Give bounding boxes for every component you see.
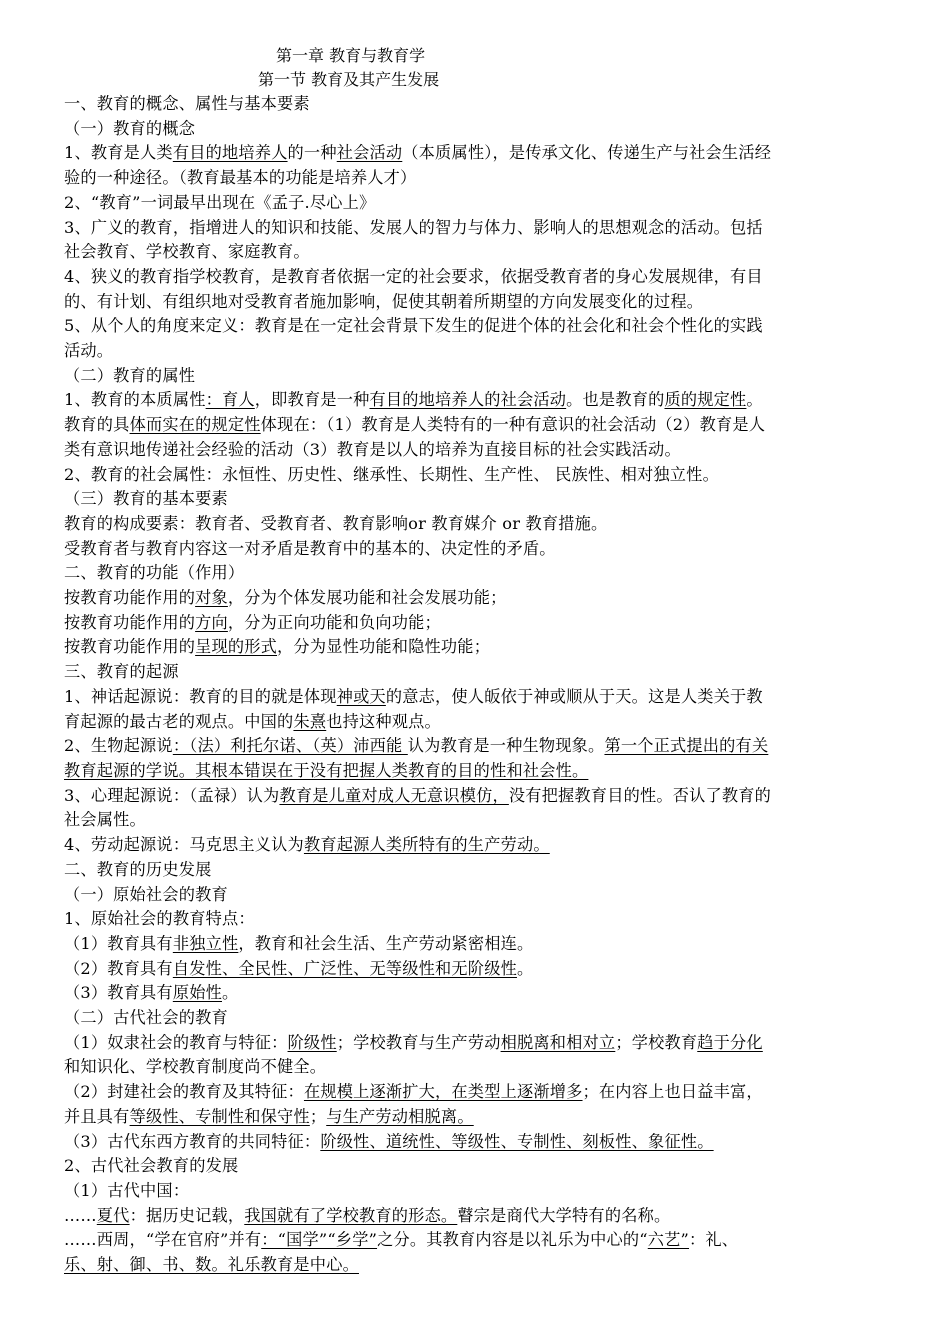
text-segment: （三）教育的基本要素 xyxy=(64,489,228,509)
text-line xyxy=(64,1228,886,1253)
text-segment: 5、从个人的角度来定义：教育是在一定社会背景下发生的促进个体的社会化和社会个性化的实践 xyxy=(64,316,763,336)
underlined-text: 第一个正式提出的有关 xyxy=(604,736,769,756)
text-segment: 二、教育的历史发展 xyxy=(64,859,212,879)
text-segment: 4、狭义的教育指学校教育，是教育者依据一定的社会要求，依据受教育者的身心发展规律，有目 xyxy=(64,266,763,286)
text-line xyxy=(64,981,886,1006)
text-segment: （3）教育具有 xyxy=(64,983,173,1003)
underlined-text: 教育起源人类所特有的生产劳动。 xyxy=(303,835,550,855)
text-line xyxy=(64,611,886,636)
text-segment: 1、教育的本质属性 xyxy=(64,390,206,410)
text-line xyxy=(64,759,886,784)
underlined-text: 教育是儿童对成人无意识模仿， xyxy=(279,785,509,805)
text-line xyxy=(64,265,886,290)
underlined-text: 质的规定性 xyxy=(664,390,747,410)
text-segment: （二）古代社会的教育 xyxy=(64,1008,228,1028)
text-line xyxy=(64,710,886,735)
underlined-text: 有目的地培养人的社会活动 xyxy=(369,390,567,410)
text-segment: 1、原始社会的教育特点： xyxy=(64,909,255,929)
text-line xyxy=(64,833,886,858)
underlined-text: 乐、射、御、书、数。礼乐教育是中心。 xyxy=(64,1255,359,1275)
text-line xyxy=(64,1055,886,1080)
text-segment: 育起源的最古老的观点。中国的 xyxy=(64,711,294,731)
text-line xyxy=(64,1006,886,1031)
text-segment: 的一种 xyxy=(287,143,337,163)
underlined-text: 我国就有了学校教育的形态。 xyxy=(244,1205,458,1225)
text-line xyxy=(64,1080,886,1105)
underlined-text: ：育人 xyxy=(205,390,255,410)
text-line xyxy=(64,537,886,562)
underlined-text: 相脱离和相对立 xyxy=(500,1032,616,1052)
text-segment: 之分。其教育内容是以礼乐为中心的“ xyxy=(377,1230,648,1250)
text-segment: （一）原始社会的教育 xyxy=(64,884,228,904)
underlined-text: 自发性、全民性、广泛性、无等级性和无阶级性 xyxy=(172,958,517,978)
underlined-text: ：“国学”“乡学” xyxy=(261,1230,378,1250)
text-segment: 教育的具 xyxy=(64,415,130,435)
text-segment: ； xyxy=(309,1106,327,1126)
text-segment: （二）教育的属性 xyxy=(64,365,196,385)
text-segment: 2、生物起源说 xyxy=(64,736,173,756)
text-segment: 二、教育的功能（作用） xyxy=(64,563,245,583)
text-line xyxy=(64,1204,886,1229)
text-line xyxy=(64,166,886,191)
underlined-text: ：（法）利托尔诺、（英）沛西能 xyxy=(172,736,408,756)
text-line xyxy=(64,883,886,908)
text-line xyxy=(64,808,886,833)
text-segment: 和知识化、学校教育制度尚不健全。 xyxy=(64,1057,327,1077)
text-segment: （本质属性），是传承文化、传递生产与社会生活经 xyxy=(402,143,772,163)
text-line xyxy=(64,92,886,117)
text-line xyxy=(64,1253,886,1278)
text-line xyxy=(64,1130,886,1155)
chapter-title: 第一章 教育与教育学 xyxy=(276,46,426,65)
text-segment: （2）封建社会的教育及其特征： xyxy=(64,1082,304,1102)
text-line xyxy=(64,216,886,241)
text-segment: 按教育功能作用的 xyxy=(64,612,196,632)
underlined-text: 与生产劳动相脱离。 xyxy=(326,1106,474,1126)
text-segment: …… xyxy=(64,1205,97,1225)
text-segment: 认为教育是一种生物现象。 xyxy=(407,736,605,756)
text-segment: 社会教育、学校教育、家庭教育。 xyxy=(64,242,310,262)
underlined-text: 六艺” xyxy=(647,1230,690,1250)
text-line xyxy=(64,586,886,611)
text-segment: 并且具有 xyxy=(64,1106,130,1126)
text-line xyxy=(64,364,886,389)
text-line xyxy=(64,1031,886,1056)
text-segment: 。 xyxy=(746,390,763,410)
text-segment: 1、神话起源说：教育的目的就是体现 xyxy=(64,686,337,706)
underlined-text: 朱熹 xyxy=(293,711,327,731)
text-segment: ，分为显性功能和隐性功能； xyxy=(277,637,491,657)
text-segment: ，分为个体发展功能和社会发展功能； xyxy=(227,588,507,608)
text-segment: 4、劳动起源说：马克思主义认为 xyxy=(64,835,304,855)
text-line xyxy=(64,413,886,438)
text-line xyxy=(64,957,886,982)
underlined-text: 原始性 xyxy=(172,983,222,1003)
text-line xyxy=(64,290,886,315)
text-segment: 。 xyxy=(222,983,239,1003)
text-segment: 2、“教育”一词最早出现在《孟子.尽心上》 xyxy=(64,192,376,212)
text-segment: 类有意识地传递社会经验的活动（3）教育是以人的培养为直接目标的社会实践活动。 xyxy=(64,439,681,459)
text-line xyxy=(64,1105,886,1130)
text-segment: 2、教育的社会属性：永恒性、历史性、继承性、长期性、生产性、 民族性、相对独立性。 xyxy=(64,464,719,484)
text-line xyxy=(64,314,886,339)
text-line xyxy=(64,141,886,166)
text-segment: 按教育功能作用的 xyxy=(64,588,196,608)
text-segment: ；在内容上也日益丰富， xyxy=(582,1082,763,1102)
text-segment: 2、古代社会教育的发展 xyxy=(64,1156,239,1176)
text-line xyxy=(64,907,886,932)
text-segment: 三、教育的起源 xyxy=(64,662,179,682)
text-line xyxy=(64,191,886,216)
text-segment: （2）教育具有 xyxy=(64,958,173,978)
text-line xyxy=(64,438,886,463)
text-line xyxy=(64,487,886,512)
underlined-text: 等级性、专制性和保守性 xyxy=(129,1106,310,1126)
text-line xyxy=(64,784,886,809)
text-segment: 活动。 xyxy=(64,341,114,361)
underlined-text: 方向 xyxy=(195,612,228,632)
text-segment: 的意志，使人皈依于神或顺从于天。这是人类关于教 xyxy=(385,686,763,706)
text-segment: 社会属性。 xyxy=(64,810,146,830)
document-body xyxy=(64,92,886,1278)
underlined-text: 阶级性 xyxy=(287,1032,337,1052)
text-segment: （3）古代东西方教育的共同特征： xyxy=(64,1131,321,1151)
underlined-text: 非独立性 xyxy=(172,933,239,953)
text-segment: （1）古代中国： xyxy=(64,1180,190,1200)
underlined-text: 呈现的形式 xyxy=(195,637,278,657)
text-segment: 。也是教育的 xyxy=(566,390,665,410)
text-line xyxy=(64,685,886,710)
text-segment: （1）奴隶社会的教育与特征： xyxy=(64,1032,288,1052)
text-line xyxy=(64,512,886,537)
text-segment: 3、心理起源说：（孟禄）认为 xyxy=(64,785,280,805)
document-page xyxy=(64,44,886,1278)
text-segment: 教育的构成要素：教育者、受教育者、教育影响or 教育媒介 or 教育措施。 xyxy=(64,513,608,533)
underlined-text: 趋于分化 xyxy=(697,1032,763,1052)
text-line xyxy=(64,117,886,142)
text-line xyxy=(64,463,886,488)
text-segment: ，分为正向功能和负向功能； xyxy=(227,612,441,632)
section-title: 第一节 教育及其产生发展 xyxy=(258,70,440,89)
text-segment: ；学校教育 xyxy=(615,1032,698,1052)
underlined-text: 有目的地培养人 xyxy=(172,143,288,163)
underlined-text: 教育起源的学说。其根本错误在于没有把握人类教育的目的性和社会性。 xyxy=(64,760,589,780)
text-line xyxy=(64,240,886,265)
text-line xyxy=(64,388,886,413)
text-segment: 没有把握教育目的性。否认了教育的 xyxy=(508,785,772,805)
text-line xyxy=(64,734,886,759)
text-line xyxy=(64,1179,886,1204)
text-line xyxy=(64,339,886,364)
text-segment: （一）教育的概念 xyxy=(64,118,196,138)
text-line xyxy=(64,858,886,883)
text-segment: 。 xyxy=(516,958,534,978)
text-segment: ，教育和社会生活、生产劳动紧密相连。 xyxy=(238,933,534,953)
text-segment: 瞽宗是商代大学特有的名称。 xyxy=(457,1205,671,1225)
text-line xyxy=(64,1154,886,1179)
underlined-text: 阶级性、道统性、等级性、专制性、刻板性、象征性。 xyxy=(320,1131,714,1151)
text-segment: 按教育功能作用的 xyxy=(64,637,196,657)
text-segment: ，即教育是一种 xyxy=(254,390,370,410)
text-segment: 的、有计划、有组织地对受教育者施加影响，促使其朝着所期望的方向发展变化的过程。 xyxy=(64,291,704,311)
text-segment: 3、广义的教育，指增进人的知识和技能、发展人的智力与体力、影响人的思想观念的活动。包括 xyxy=(64,217,763,237)
underlined-text: 夏代 xyxy=(96,1205,130,1225)
text-line xyxy=(64,660,886,685)
underlined-text: 在规模上逐渐扩大，在类型上逐渐增多 xyxy=(303,1082,583,1102)
text-segment: 体现在：（1）教育是人类特有的一种有意识的社会活动（2）教育是人 xyxy=(260,415,766,435)
text-segment: 也持这种观点。 xyxy=(326,711,441,731)
text-segment: （1）教育具有 xyxy=(64,933,173,953)
text-segment: 受教育者与教育内容这一对矛盾是教育中的基本的、决定性的矛盾。 xyxy=(64,538,556,558)
underlined-text: 对象 xyxy=(195,588,228,608)
text-line xyxy=(64,635,886,660)
text-line xyxy=(64,932,886,957)
text-segment: ：礼、 xyxy=(689,1230,739,1250)
text-segment: 1、教育是人类 xyxy=(64,143,173,163)
text-segment: ……西周，“学在官府”并有 xyxy=(64,1230,262,1250)
underlined-text: 体而实在的规定性 xyxy=(129,415,261,435)
text-segment: ；学校教育与生产劳动 xyxy=(336,1032,501,1052)
text-segment: 一、教育的概念、属性与基本要素 xyxy=(64,94,310,113)
text-line xyxy=(64,561,886,586)
text-segment: ：据历史记载， xyxy=(129,1205,245,1225)
text-segment: 验的一种途径。（教育最基本的功能是培养人才） xyxy=(64,168,417,188)
underlined-text: 社会活动 xyxy=(336,143,403,163)
underlined-text: 神或天 xyxy=(336,686,386,706)
